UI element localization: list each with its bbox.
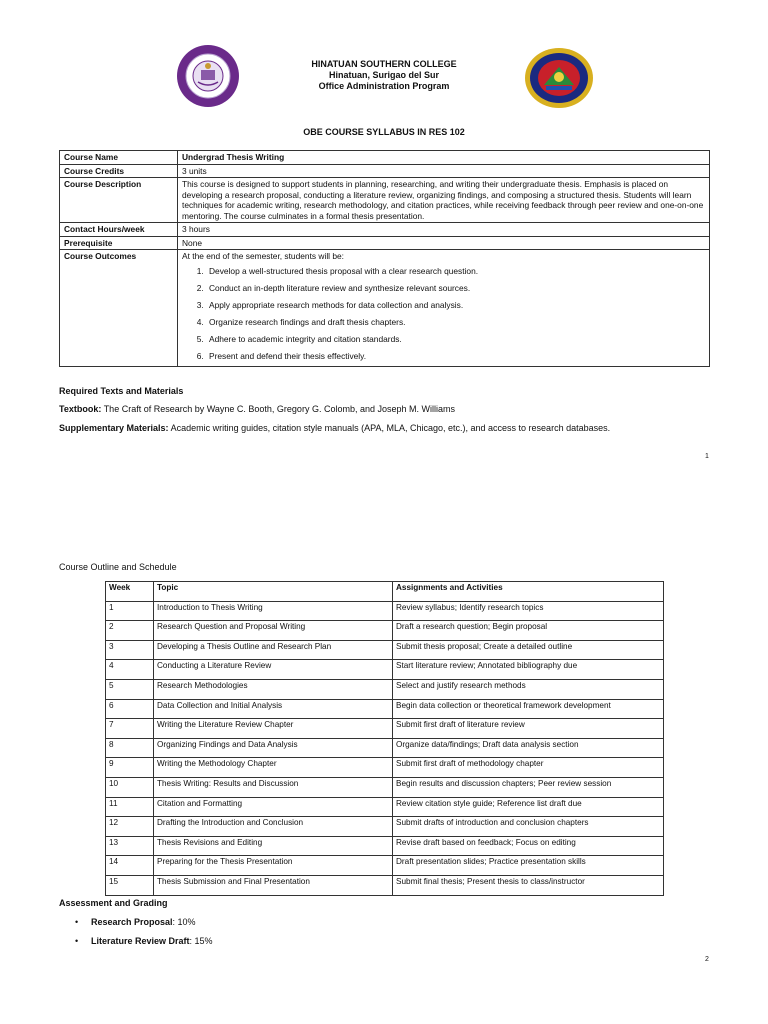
college-address: Hinatuan, Surigao del Sur [328, 70, 439, 80]
table-row [106, 836, 664, 856]
assignment-cell: Organize data/findings; Draft data analysis section [393, 738, 664, 758]
table-row [60, 250, 710, 367]
column-header-assignments: Assignments and Activities [393, 582, 664, 602]
college-name: HINATUAN SOUTHERN COLLEGE [311, 59, 457, 69]
topic-cell: Conducting a Literature Review [154, 660, 393, 680]
course-name-label: Course Name [60, 151, 178, 165]
course-info-table [59, 150, 710, 367]
table-row [106, 679, 664, 699]
topic-cell: Drafting the Introduction and Conclusion [154, 817, 393, 837]
supplementary-line [59, 423, 729, 433]
week-cell: 12 [106, 817, 154, 837]
assignment-cell: Select and justify research methods [393, 679, 664, 699]
table-row [106, 699, 664, 719]
topic-cell: Thesis Revisions and Editing [154, 836, 393, 856]
list-item: 6. Present and defend their thesis effectively. [206, 348, 705, 365]
topic-cell: Writing the Methodology Chapter [154, 758, 393, 778]
topic-cell: Citation and Formatting [154, 797, 393, 817]
week-cell: 10 [106, 777, 154, 797]
assignment-cell: Submit first draft of methodology chapter [393, 758, 664, 778]
course-credits-value: 3 units [178, 164, 710, 178]
schedule-table [105, 581, 664, 896]
assessment-value: : 10% [172, 917, 196, 927]
topic-cell: Research Question and Proposal Writing [154, 621, 393, 641]
table-row [60, 151, 710, 165]
assignment-cell: Submit first draft of literature review [393, 719, 664, 739]
contact-hours-value: 3 hours [178, 223, 710, 237]
table-row [106, 758, 664, 778]
topic-cell: Writing the Literature Review Chapter [154, 719, 393, 739]
week-cell: 15 [106, 875, 154, 895]
course-outcomes-value [178, 250, 710, 367]
week-cell: 2 [106, 621, 154, 641]
list-item: 3. Apply appropriate research methods for data collection and analysis. [206, 297, 705, 314]
topic-cell: Data Collection and Initial Analysis [154, 699, 393, 719]
list-item [75, 936, 213, 946]
list-item: 4. Organize research findings and draft thesis chapters. [206, 314, 705, 331]
assessment-label: Research Proposal [91, 917, 173, 927]
list-item: 2. Conduct an in-depth literature review and synthesize relevant sources. [206, 280, 705, 297]
week-cell: 13 [106, 836, 154, 856]
week-cell: 7 [106, 719, 154, 739]
table-row [60, 164, 710, 178]
assignment-cell: Begin results and discussion chapters; Peer review session [393, 777, 664, 797]
course-name-value: Undergrad Thesis Writing [178, 151, 710, 165]
assignment-cell: Begin data collection or theoretical framework development [393, 699, 664, 719]
course-credits-label: Course Credits [60, 164, 178, 178]
contact-hours-label: Contact Hours/week [60, 223, 178, 237]
table-row [106, 875, 664, 895]
topic-cell: Thesis Submission and Final Presentation [154, 875, 393, 895]
list-item: 5. Adhere to academic integrity and citation standards. [206, 331, 705, 348]
textbook-label: Textbook: [59, 404, 102, 414]
table-row [106, 817, 664, 837]
week-cell: 4 [106, 660, 154, 680]
table-row [106, 621, 664, 641]
table-row [106, 738, 664, 758]
topic-cell: Preparing for the Thesis Presentation [154, 856, 393, 876]
program-name: Office Administration Program [318, 81, 450, 91]
list-item: 1. Develop a well-structured thesis proposal with a clear research question. [206, 263, 705, 280]
course-description-label: Course Description [60, 178, 178, 223]
week-cell: 3 [106, 640, 154, 660]
table-row [60, 223, 710, 237]
course-description-value: This course is designed to support students in planning, researching, and writing their undergraduate thesis. Emphasis is placed on developing a research proposal, conducting a literature review, organizing findings, and composing a structured thesis. Students will learn techniques for academic writing, research methodology, and citation practices, while receiving feedback through peer review and one-on-one mentoring. The course culminates in a formal thesis presentation. [178, 178, 710, 223]
table-row [106, 856, 664, 876]
assessment-value: : 15% [189, 936, 213, 946]
table-row [60, 178, 710, 223]
assignment-cell: Revise draft based on feedback; Focus on editing [393, 836, 664, 856]
assessment-heading: Assessment and Grading [59, 898, 168, 908]
assessment-label: Literature Review Draft [91, 936, 190, 946]
textbook-line [59, 404, 719, 414]
page-number-2: 2 [705, 956, 709, 963]
supplementary-label: Supplementary Materials: [59, 423, 169, 433]
assignment-cell: Review syllabus; Identify research topics [393, 601, 664, 621]
schedule-body [106, 601, 664, 895]
outcomes-list [182, 263, 705, 365]
table-row [106, 797, 664, 817]
topic-cell: Developing a Thesis Outline and Research Plan [154, 640, 393, 660]
topic-cell: Research Methodologies [154, 679, 393, 699]
prerequisite-label: Prerequisite [60, 236, 178, 250]
assignment-cell: Start literature review; Annotated bibliography due [393, 660, 664, 680]
supplementary-value: Academic writing guides, citation style manuals (APA, MLA, Chicago, etc.), and access to research databases. [170, 423, 611, 433]
week-cell: 1 [106, 601, 154, 621]
college-header [0, 59, 768, 92]
course-outcomes-label: Course Outcomes [60, 250, 178, 367]
assignment-cell: Review citation style guide; Reference list draft due [393, 797, 664, 817]
prerequisite-value: None [178, 236, 710, 250]
outcomes-intro: At the end of the semester, students will be: [182, 251, 345, 261]
list-item [75, 917, 196, 927]
table-row [106, 719, 664, 739]
column-header-topic: Topic [154, 582, 393, 602]
assignment-cell: Draft a research question; Begin proposal [393, 621, 664, 641]
table-row [106, 660, 664, 680]
topic-cell: Organizing Findings and Data Analysis [154, 738, 393, 758]
bullet-icon: • [75, 936, 79, 946]
materials-heading: Required Texts and Materials [59, 386, 184, 396]
table-row [106, 601, 664, 621]
assignment-cell: Submit final thesis; Present thesis to class/instructor [393, 875, 664, 895]
syllabus-title: OBE COURSE SYLLABUS IN RES 102 [303, 127, 465, 137]
textbook-value: The Craft of Research by Wayne C. Booth, Gregory G. Colomb, and Joseph M. Williams [103, 404, 455, 414]
assignment-cell: Submit drafts of introduction and conclusion chapters [393, 817, 664, 837]
column-header-week: Week [106, 582, 154, 602]
assignment-cell: Submit thesis proposal; Create a detailed outline [393, 640, 664, 660]
schedule-heading: Course Outline and Schedule [59, 562, 177, 572]
assignment-cell: Draft presentation slides; Practice presentation skills [393, 856, 664, 876]
week-cell: 9 [106, 758, 154, 778]
week-cell: 8 [106, 738, 154, 758]
table-row [106, 777, 664, 797]
week-cell: 5 [106, 679, 154, 699]
bullet-icon: • [75, 917, 79, 927]
topic-cell: Thesis Writing: Results and Discussion [154, 777, 393, 797]
table-header-row [106, 582, 664, 602]
week-cell: 6 [106, 699, 154, 719]
week-cell: 14 [106, 856, 154, 876]
topic-cell: Introduction to Thesis Writing [154, 601, 393, 621]
table-row [60, 236, 710, 250]
table-row [106, 640, 664, 660]
page-number-1: 1 [705, 453, 709, 460]
week-cell: 11 [106, 797, 154, 817]
